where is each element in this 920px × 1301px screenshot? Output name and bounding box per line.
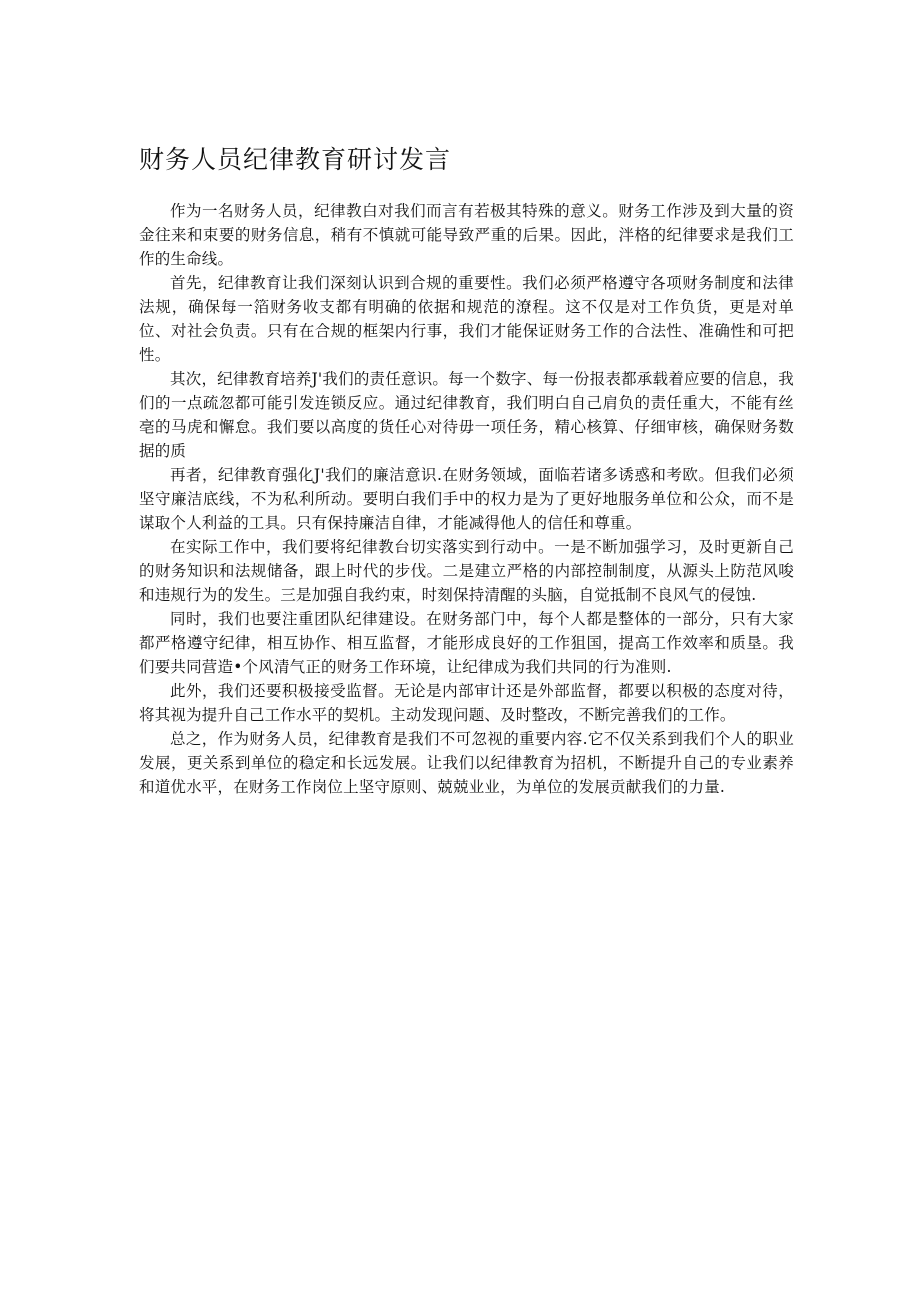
paragraph-integrity: 再者，纪律教育强化J'我们的廉洁意识.在财务领域，面临若诸多诱惑和考欧。但我们必须坚守廉洁底线，不为私利所动。要明白我们手中的权力是为了更好地服务单位和公众，而不是谋取个人利益的工具。只有保持廉洁自律，才能减得他人的信任和尊重。 — [139, 466, 794, 532]
paragraph-compliance: 首先，纪律教育让我们深刻认识到合规的重要性。我们必须严格遵守各项财务制度和法律法规，确保每一箔财务收支都有明确的依据和规范的潦程。这不仅是对工作负货，更是对单位、对社会负责。只有在合规的框架内行事，我们才能保证财务工作的合法性、准确性和可把性。 — [139, 274, 794, 364]
paragraph-responsibility: 其次，纪律教育培养J'我们的责任意识。每一个数字、每一份报表都承载着应要的信息，我们的一点疏忽都可能引发连锁反应。通过纪律教育，我们明白自己肩负的责任重大，不能有丝亳的马虎和懈怠。我们要以高度的货任心对待毋一项任务，精心核算、仔细审核，确保财务数据的质 — [139, 370, 794, 460]
paragraph-team: 同时，我们也要注重团队纪律建设。在财务部门中，每个人都是整体的一部分，只有大家都严格遵守纪律，相互协作、相互监督，才能形成良好的工作狙国，提高工作效率和质垦。我们要共同营造•个风清气正的财务工作环境，让纪律成为我们共同的行为准则. — [139, 610, 794, 676]
document-title: 财务人员纪律教育研讨发言 — [139, 145, 452, 174]
paragraph-intro: 作为一名财务人员，纪律教白对我们而言有若极其特殊的意义。财务工作涉及到大量的资金往来和束要的财务信息，稍有不慎就可能导致严重的后果。因此，泮格的纪律要求是我们工作的生命线。 — [139, 202, 794, 268]
paragraph-practice: 在实际工作中，我们要将纪律教台切实落实到行动中。一是不断加强学习，及时更新自己的财务知识和法规储备，跟上时代的步伐。二是建立严格的内部控制制度，从源头上防范风唆和违规行为的发生。三是加强自我约束，时刻保持清醒的头脑，自觉抵制不良风气的侵蚀. — [139, 538, 794, 604]
paragraph-supervision: 此外，我们还要积极接受监督。无论是内部审计还是外部监督，都要以积极的态度对待，将其视为提升自己工作水平的契机。主动发现问题、及时整改，不断完善我们的工作。 — [139, 682, 794, 724]
document-page — [139, 141, 794, 799]
paragraph-conclusion: 总之，作为财务人员，纪律教育是我们不可忽视的重要内容.它不仅关系到我们个人的职业发展，更关系到单位的稳定和长远发展。让我们以纪律教育为招机，不断提升自己的专业素养和道优水平，在财务工作岗位上坚守原则、兢兢业业，为单位的发展贡献我们的力量. — [139, 730, 794, 796]
